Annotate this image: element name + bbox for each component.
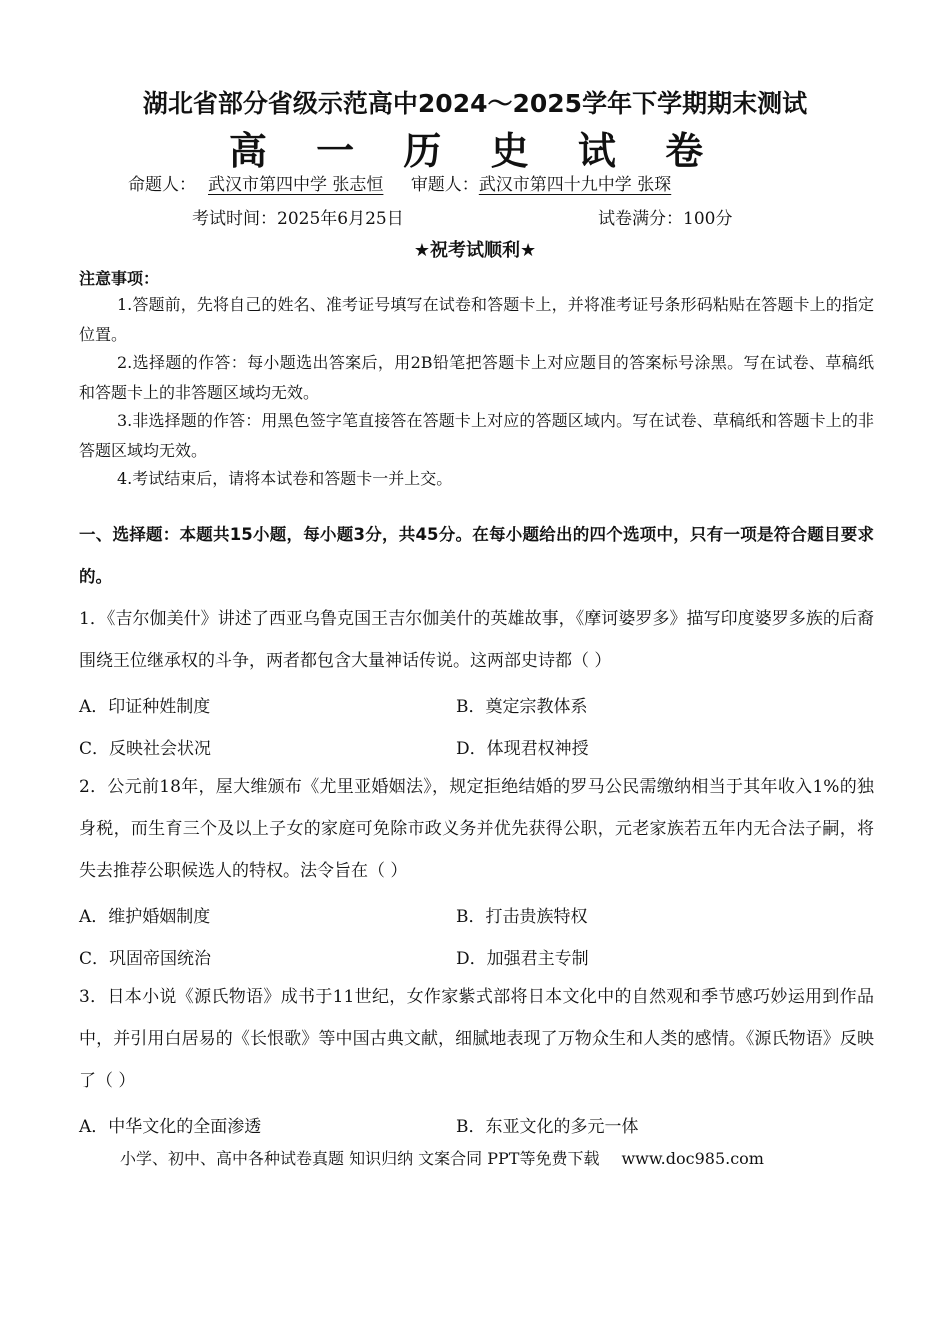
option-c: C．反映社会状况	[79, 739, 212, 759]
note-item: 3.非选择题的作答：用黑色签字笔直接答在答题卡上对应的答题区域内。写在试卷、草稿纸和答题卡上的非答题区域均无效。	[79, 411, 874, 460]
question-stem: 2．公元前18年，屋大维颁布《尤里亚婚姻法》，规定拒绝结婚的罗马公民需缴纳相当于其年收入1%的独身税，而生育三个及以上子女的家庭可免除市政义务并优先获得公职，元老家族若五年内无合法子嗣，将失去推荐公职候选人的特权。法令旨在（ ）	[79, 777, 874, 881]
good-luck-banner: ★祝考试顺利★	[413, 240, 537, 261]
option-d: D．体现君权神授	[456, 739, 589, 759]
option-d: D．加强君主专制	[456, 949, 589, 969]
author-label: 命题人：	[128, 175, 196, 195]
option-b: B．东亚文化的多元一体	[456, 1117, 639, 1137]
full-score: 试卷满分：100分	[598, 209, 733, 229]
option-a: A．印证种姓制度	[79, 697, 211, 717]
note-item: 1.答题前，先将自己的姓名、准考证号填写在试卷和答题卡上，并将准考证号条形码粘贴在答题卡上的指定位置。	[79, 295, 874, 344]
footer-text: 小学、初中、高中各种试卷真题 知识归纳 文案合同 PPT等免费下载	[120, 1149, 600, 1168]
question-stem: 3．日本小说《源氏物语》成书于11世纪，女作家紫式部将日本文化中的自然观和季节感巧妙运用到作品中，并引用白居易的《长恨歌》等中国古典文献，细腻地表现了万物众生和人类的感情。《源氏物语》反映了（ ）	[79, 987, 874, 1091]
notes-title: 注意事项：	[79, 269, 160, 288]
footer-ad	[120, 1146, 764, 1169]
authors-line	[128, 170, 671, 195]
section-heading: 一、选择题：本题共15小题，每小题3分，共45分。在每小题给出的四个选项中，只有一项是符合题目要求的。	[79, 525, 874, 586]
question-stem: 1．《吉尔伽美什》讲述了西亚乌鲁克国王吉尔伽美什的英雄故事，《摩诃婆罗多》描写印度婆罗多族的后裔围绕王位继承权的斗争，两者都包含大量神话传说。这两部史诗都（ ）	[79, 609, 874, 671]
option-b: B．打击贵族特权	[456, 907, 588, 927]
note-item: 4.考试结束后，请将本试卷和答题卡一并上交。	[117, 469, 453, 488]
exam-subject-title: 高 一 历 史 试 卷	[228, 128, 722, 173]
reviewer-name: 武汉市第四十九中学 张琛	[478, 175, 672, 195]
exam-title: 湖北省部分省级示范高中2024～2025学年下学期期末测试	[142, 89, 808, 118]
option-b: B．奠定宗教体系	[456, 697, 588, 717]
author-name: 武汉市第四中学 张志恒	[208, 175, 384, 195]
option-a: A．维护婚姻制度	[79, 907, 211, 927]
option-c: C．巩固帝国统治	[79, 949, 212, 969]
reviewer-label: 审题人：	[410, 175, 479, 195]
note-item: 2.选择题的作答：每小题选出答案后，用2B铅笔把答题卡上对应题目的答案标号涂黑。写在试卷、草稿纸和答题卡上的非答题区域均无效。	[79, 353, 874, 402]
exam-time: 考试时间：2025年6月25日	[192, 209, 404, 229]
option-a: A．中华文化的全面渗透	[79, 1117, 262, 1137]
footer-site-link[interactable]: www.doc985.com	[621, 1149, 764, 1168]
